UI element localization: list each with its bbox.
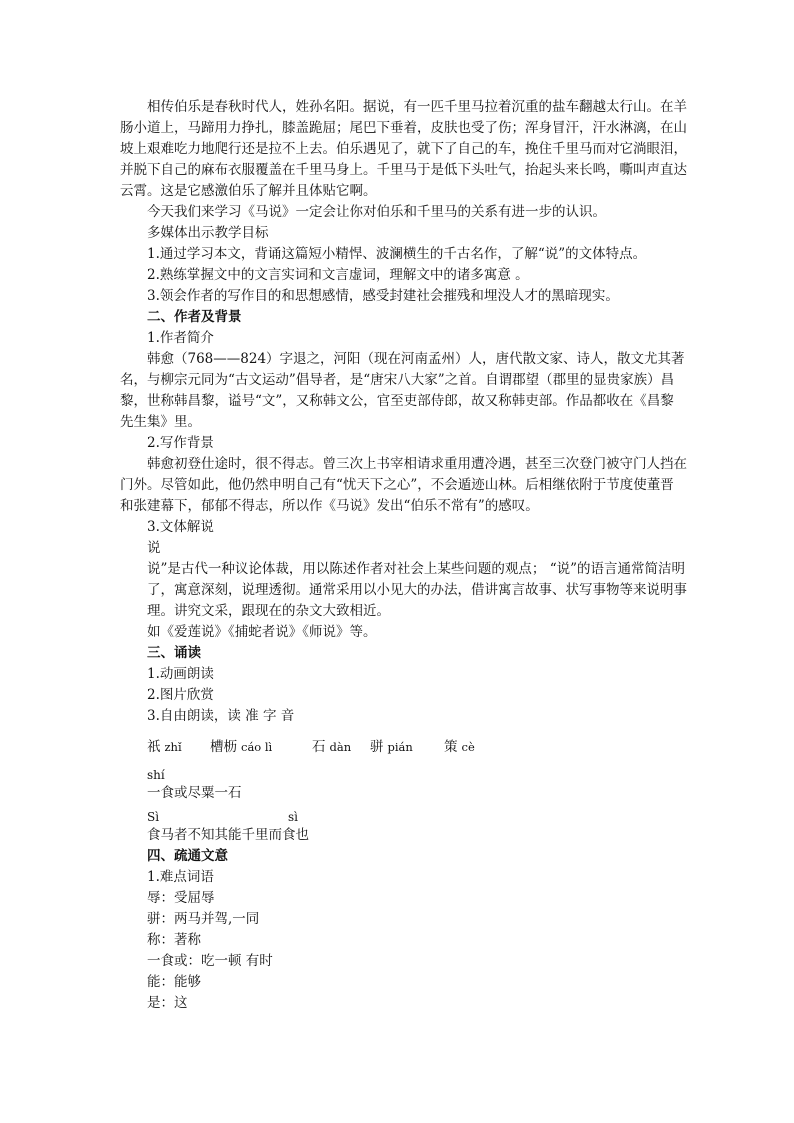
background-paragraph: 韩愈初登仕途时，很不得志。曾三次上书宰相请求重用遭冷遇，甚至三次登门被守门人挡在门外。尽管如此，他仍然申明自己有“忧天下之心”，不会遁迹山林。后相继依附于节度使董晋和张建幕下，郁郁不得志，所以作《马说》发出“伯乐不常有”的感叹。 xyxy=(120,456,687,514)
goal-item: 2.熟练掌握文中的文言实词和文言虚词，理解文中的诸多寓意 。 xyxy=(147,267,529,283)
reading-item: 1.动画朗读 xyxy=(147,666,214,682)
example-sentence: 一食或尽粟一石 xyxy=(147,785,242,801)
pinyin-annotation: shí xyxy=(147,768,165,782)
pronunciation-item: 槽枥 cáo lì xyxy=(210,739,273,755)
pronunciation-item: 策 cè xyxy=(444,739,475,755)
reading-item: 3.自由朗读，读 准 字 音 xyxy=(147,708,295,724)
subheading: 1.难点词语 xyxy=(147,869,214,885)
word-definition: 能：能够 xyxy=(147,974,201,990)
section-heading: 四、疏通文意 xyxy=(147,848,228,864)
section-heading: 三、诵读 xyxy=(147,645,201,661)
pronunciation-item: 石 dàn xyxy=(312,739,352,755)
pinyin-annotation: Sì xyxy=(147,810,160,824)
example-sentence: 食马者不知其能千里而食也 xyxy=(147,827,309,843)
shuo-label: 说 xyxy=(147,540,161,556)
pronunciation-item: 祇 zhǐ xyxy=(147,739,182,755)
intro-paragraph: 相传伯乐是春秋时代人，姓孙名阳。据说，有一匹千里马拉着沉重的盐车翻越太行山。在羊肠小道上，马蹄用力挣扎，膝盖跪屈；尾巴下垂着，皮肤也受了伤；浑身冒汗，汗水淋漓，在山坡上艰难吃力地爬行还是拉不上去。伯乐遇见了，就下了自己的车，挽住千里马而对它淌眼泪，并脱下自己的麻布衣服覆盖在千里马身上。千里马于是低下头吐气，抬起头来长鸣，嘶叫声直达云霄。这是它感激伯乐了解并且体贴它啊。 xyxy=(120,99,687,199)
subheading: 3.文体解说 xyxy=(147,519,214,535)
genre-paragraph: 说”是古代一种议论体裁，用以陈述作者对社会上某些问题的观点； “说”的语言通常简洁明了，寓意深刻，说理透彻。通常采用以小见大的办法，借讲寓言故事、状写事物等来说明事理。讲究文采，跟现在的杂文大致相近。 xyxy=(147,561,687,619)
reading-item: 2.图片欣赏 xyxy=(147,687,214,703)
subheading: 2.写作背景 xyxy=(147,435,214,451)
section-heading: 二、作者及背景 xyxy=(147,309,242,325)
goal-item: 3.领会作者的写作目的和思想感情，感受封建社会摧残和埋没人才的黑暗现实。 xyxy=(147,288,619,304)
pronunciation-item: 骈 pián xyxy=(370,739,413,755)
subheading: 1.作者简介 xyxy=(147,330,214,346)
word-definition: 称：著称 xyxy=(147,932,201,948)
intro-lesson-line: 今天我们来学习《马说》一定会让你对伯乐和千里马的关系有进一步的认识。 xyxy=(147,204,606,220)
goals-intro: 多媒体出示教学目标 xyxy=(147,225,269,241)
examples-line: 如《爱莲说》《捕蛇者说》《师说》等。 xyxy=(147,624,377,640)
pinyin-annotation: sì xyxy=(288,810,298,824)
goal-item: 1.通过学习本文，背诵这篇短小精悍、波澜横生的千古名作，了解“说”的文体特点。 xyxy=(147,246,647,262)
word-definition: 是：这 xyxy=(147,995,188,1011)
word-definition: 骈：两马并驾,一同 xyxy=(147,911,260,927)
author-paragraph: 韩愈（768——824）字退之，河阳（现在河南孟州）人，唐代散文家、诗人，散文尤其著名，与柳宗元同为“古文运动”倡导者，是“唐宋八大家”之首。自谓郡望（郡里的显贵家族）昌黎，世称韩昌黎，谥号“文”，又称韩文公，官至吏部侍郎，故又称韩吏部。作品都收在《昌黎先生集》里。 xyxy=(120,351,685,430)
word-definition: 辱：受屈辱 xyxy=(147,890,215,906)
word-definition: 一食或：吃一顿 有时 xyxy=(147,953,273,969)
